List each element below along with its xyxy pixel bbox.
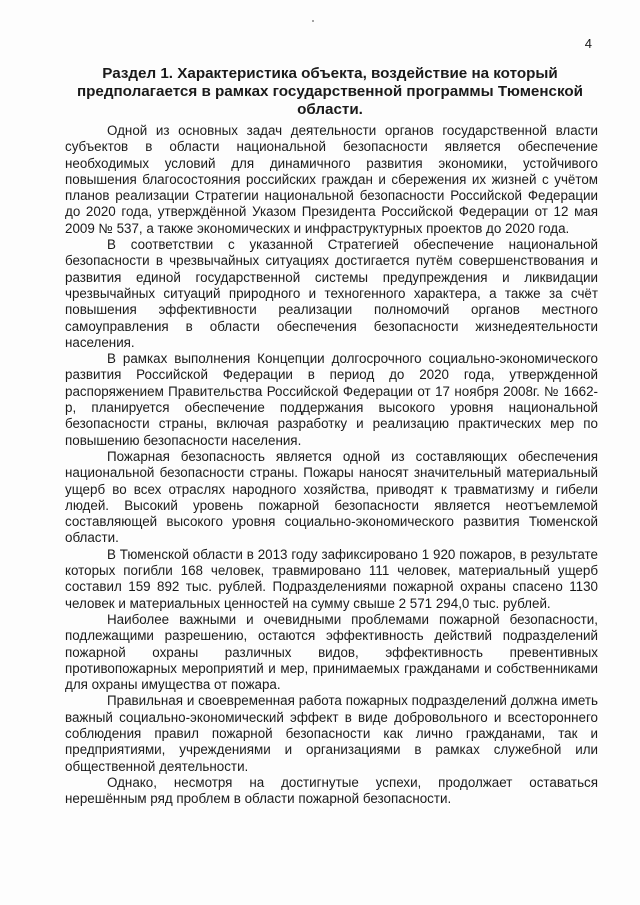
scan-speck (312, 20, 314, 22)
paragraph-remaining-problems: Однако, несмотря на достигнутые успехи, продолжает оставаться нерешённым ряд проблем в области пожарной безопасности. (65, 774, 598, 807)
page-number: 4 (584, 36, 592, 51)
paragraph-national-security-tasks: Одной из основных задач деятельности органов государственной власти субъектов в области национальной безопасности является обеспечение необходимых условий для динамичного развития экономики, устойчивого повышения благосостояния российских граждан и сбережения их жизней с учётом планов реализации Стратегии национальной безопасности Российской Федерации до 2020 года, утверждённой Указом Президента Российской Федерации от 12 мая 2009 № 537, а также экономических и инфраструктурных проектов до 2020 года. (65, 123, 598, 236)
paragraph-emergency-strategy: В соответствии с указанной Стратегией обеспечение национальной безопасности в чрезвычайных ситуациях достигается путём совершенствования и развития единой государственной системы предупреждения и ликвидации чрезвычайных ситуаций природного и техногенного характера, а также за счёт повышения эффективности реализации полномочий органов местного самоуправления в области обеспечения безопасности жизнедеятельности населения. (65, 237, 598, 350)
paragraph-fire-statistics-2013: В Тюменской области в 2013 году зафиксировано 1 920 пожаров, в результате которых погибли 168 человек, травмировано 111 человек, материальный ущерб составил 159 892 тыс. рублей. Подразделениями пожарной охраны спасено 1130 человек и материальных ценностей на сумму свыше 2 571 294,0 тыс. рублей. (65, 546, 598, 611)
paragraph-fire-units-work: Правильная и своевременная работа пожарных подразделений должна иметь важный социально-экономический эффект в виде добровольного и всестороннего соблюдения правил пожарной безопасности как лично гражданами, так и предприятиями, учреждениями и организациями в рамках служебной или общественной деятельности. (65, 693, 598, 774)
paragraph-fire-safety-role: Пожарная безопасность является одной из составляющих обеспечения национальной безопасности страны. Пожары наносят значительный материальный ущерб во всех отраслях народного хозяйства, приводят к травматизму и гибели людей. Высокий уровень пожарной безопасности является неотъемлемой составляющей высокого уровня социально-экономического развития Тюменской области. (65, 448, 598, 546)
paragraph-key-problems: Наиболее важными и очевидными проблемами пожарной безопасности, подлежащими разрешению, остаются эффективность действий подразделений пожарной охраны различных видов, эффективность превентивных противопожарных мероприятий и мер, принимаемых гражданами и собственниками для охраны имущества от пожара. (65, 611, 598, 693)
section-title: Раздел 1. Характеристика объекта, воздействие на который предполагается в рамках государственной программы Тюменской области. (76, 65, 584, 118)
paragraph-development-concept: В рамках выполнения Концепции долгосрочного социально-экономического развития Российской Федерации в период до 2020 года, утвержденной распоряжением Правительства Российской Федерации от 17 ноября 2008г. № 1662-р, планируется обеспечение поддержания высокого уровня национальной безопасности страны, включая разработку и реализацию практических мер по повышению безопасности населения. (65, 351, 598, 448)
body-text (65, 123, 598, 807)
